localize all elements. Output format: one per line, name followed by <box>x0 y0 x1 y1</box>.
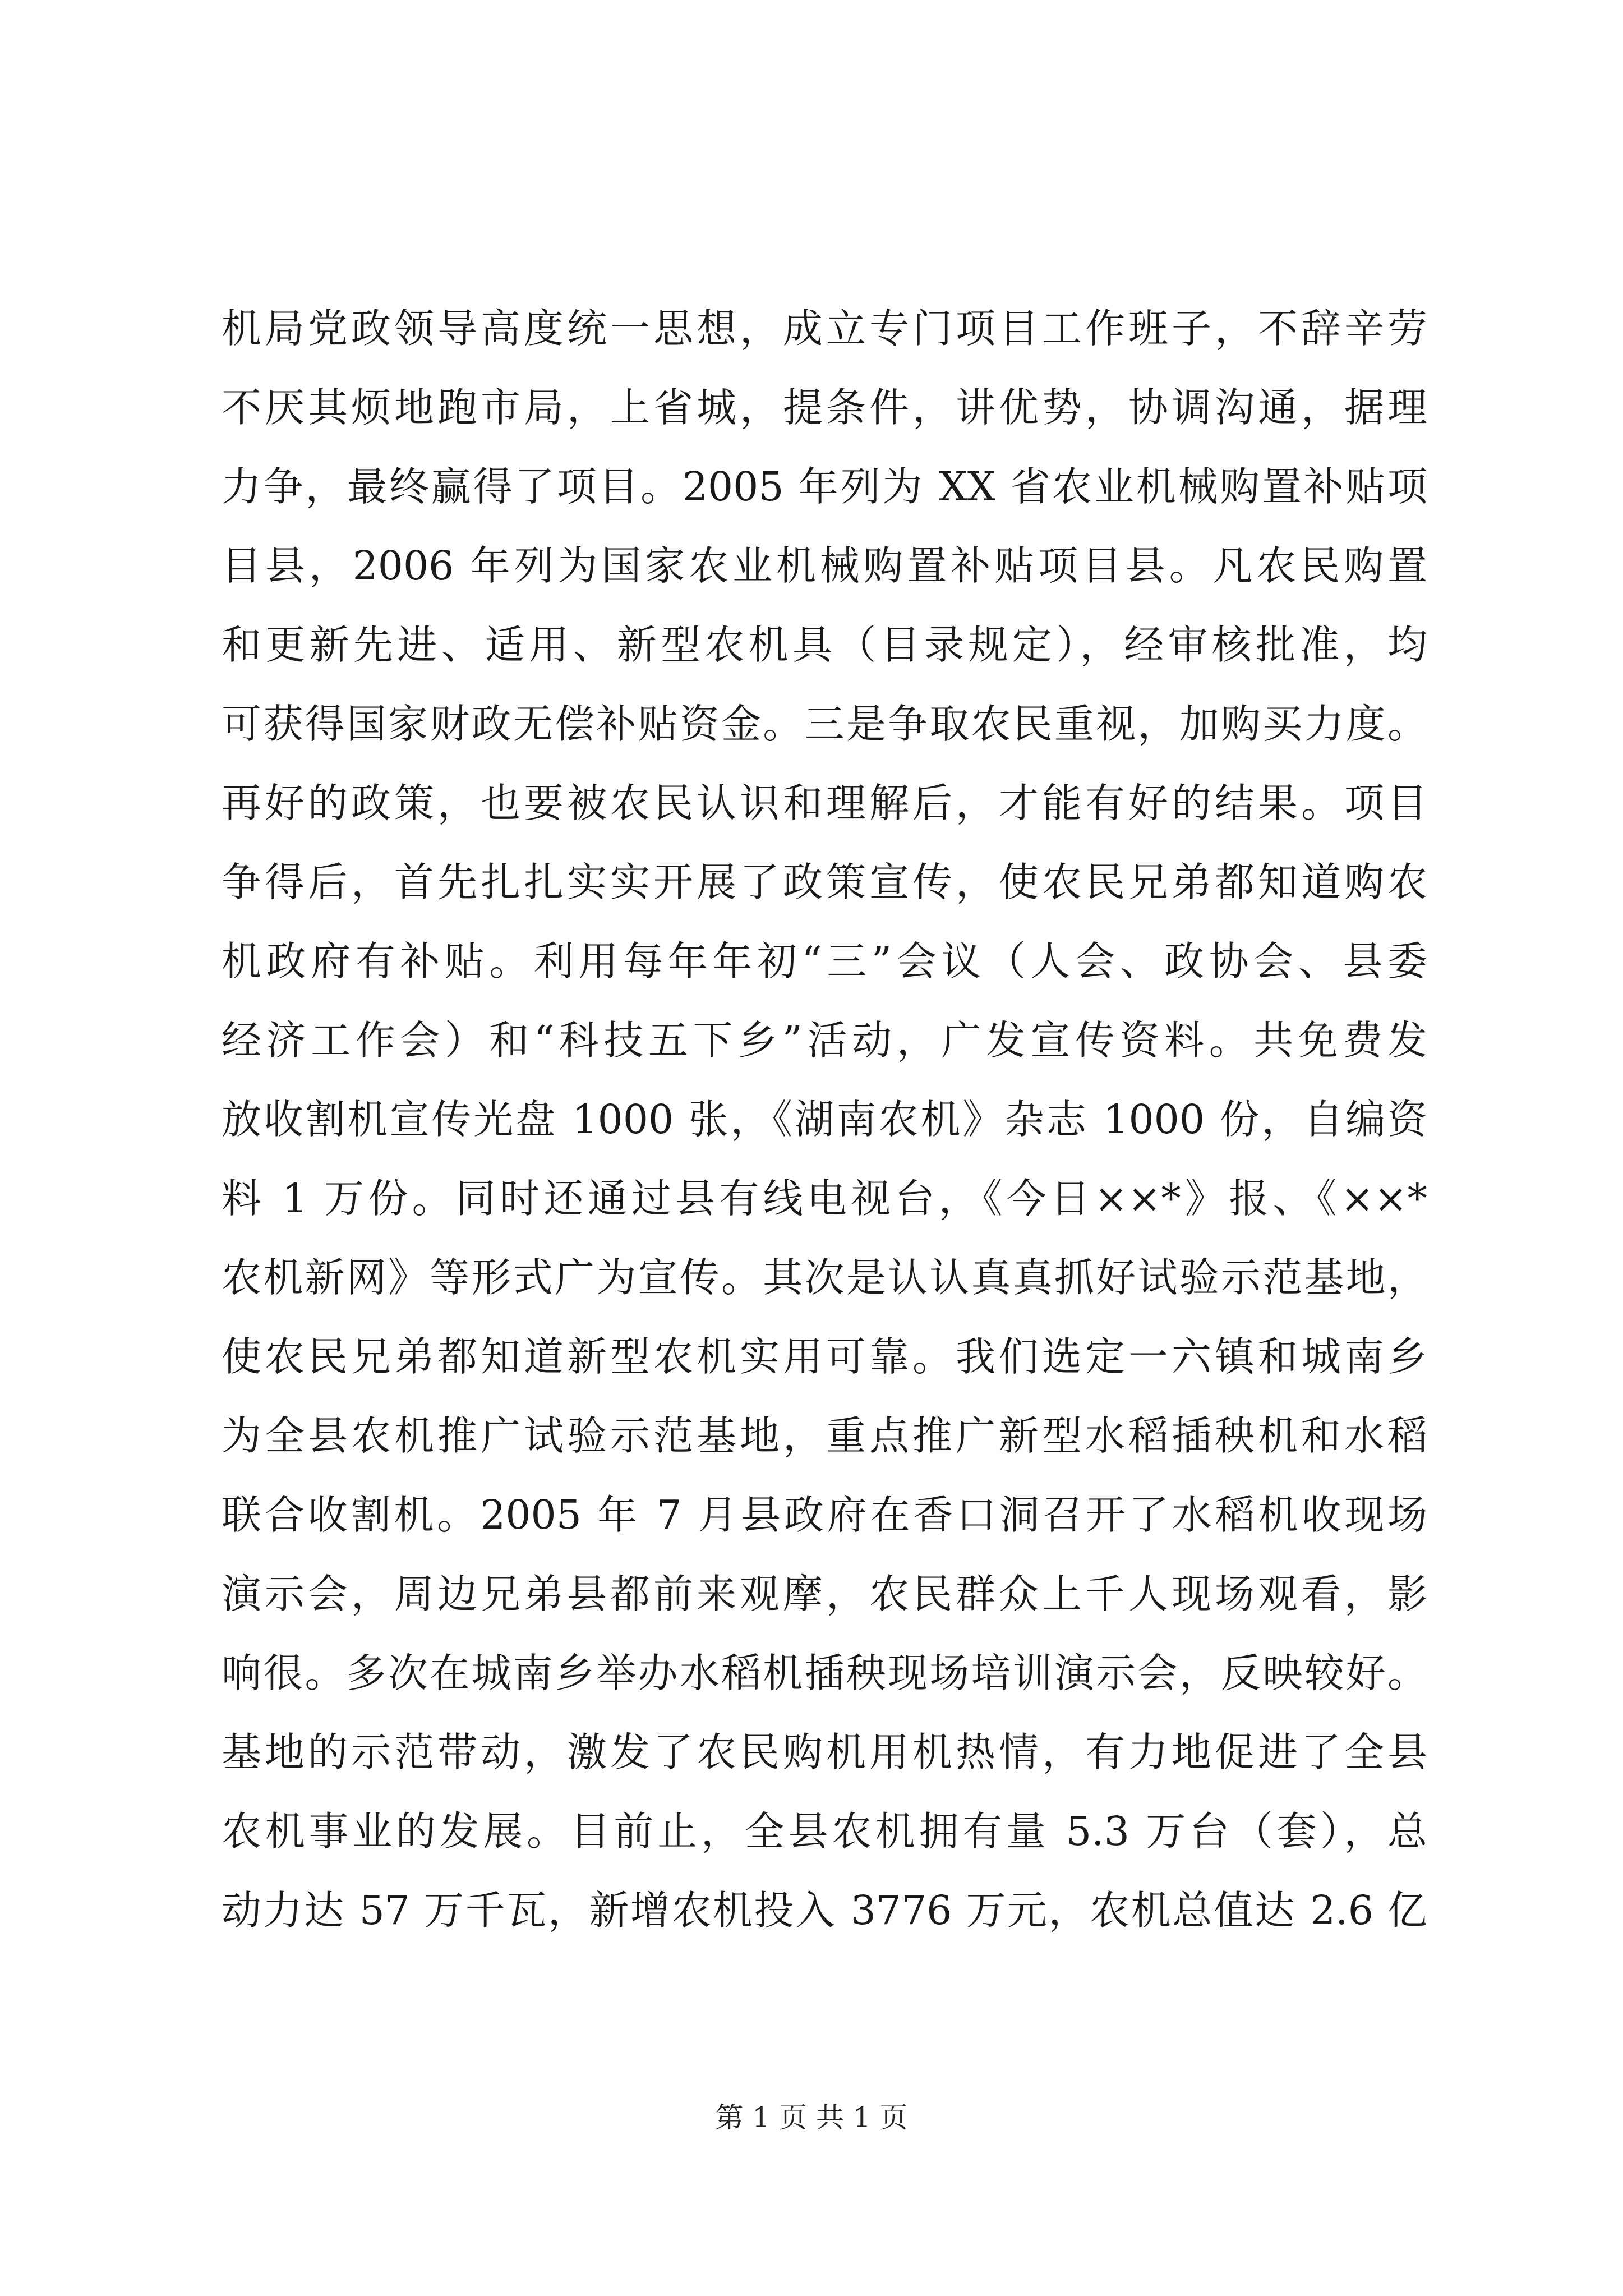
text-line: 不厌其烦地跑市局，上省城，提条件，讲优势，协调沟通，据理 <box>222 384 1427 431</box>
text-line: 动力达 57 万千瓦，新增农机投入 3776 万元，农机总值达 2.6 亿 <box>222 1887 1427 1934</box>
text-line: 力争，最终赢得了项目。2005 年列为 XX 省农业机械购置补贴项 <box>222 463 1427 510</box>
text-line: 机政府有补贴。利用每年年初“三”会议（人会、政协会、县委 <box>222 938 1427 984</box>
page-footer <box>0 2101 1623 2134</box>
text-line: 基地的示范带动，激发了农民购机用机热情，有力地促进了全县 <box>222 1729 1427 1775</box>
text-line: 机局党政领导高度统一思想，成立专门项目工作班子，不辞辛劳 <box>222 305 1427 352</box>
text-line: 放收割机宣传光盘 1000 张，《湖南农机》杂志 1000 份，自编资 <box>222 1096 1427 1143</box>
text-line: 联合收割机。2005 年 7 月县政府在香口洞召开了水稻机收现场 <box>222 1492 1427 1538</box>
text-line: 争得后，首先扎扎实实开展了政策宣传，使农民兄弟都知道购农 <box>222 859 1427 905</box>
text-line: 响很。多次在城南乡举办水稻机插秧现场培训演示会，反映较好。 <box>222 1650 1427 1696</box>
text-line: 可获得国家财政无偿补贴资金。三是争取农民重视，加购买力度。 <box>222 701 1427 747</box>
text-line: 料 1 万份。同时还通过县有线电视台，《今日××*》报、《××* <box>222 1175 1427 1222</box>
text-line: 农机新网》等形式广为宣传。其次是认认真真抓好试验示范基地， <box>222 1254 1427 1301</box>
body-text <box>222 289 1427 1950</box>
text-line: 农机事业的发展。目前止，全县农机拥有量 5.3 万台（套），总 <box>222 1808 1427 1855</box>
text-line: 目县，2006 年列为国家农业机械购置补贴项目县。凡农民购置 <box>222 542 1427 589</box>
page-number: 第 1 页 共 1 页 <box>715 2101 908 2134</box>
text-line: 经济工作会）和“科技五下乡”活动，广发宣传资料。共免费发 <box>222 1017 1427 1064</box>
text-line: 再好的政策，也要被农民认识和理解后，才能有好的结果。项目 <box>222 780 1427 826</box>
text-line: 为全县农机推广试验示范基地，重点推广新型水稻插秧机和水稻 <box>222 1412 1427 1459</box>
text-line: 演示会，周边兄弟县都前来观摩，农民群众上千人现场观看，影 <box>222 1571 1427 1617</box>
text-line: 和更新先进、适用、新型农机具（目录规定），经审核批准，均 <box>222 622 1427 668</box>
text-line: 使农民兄弟都知道新型农机实用可靠。我们选定一六镇和城南乡 <box>222 1333 1427 1380</box>
